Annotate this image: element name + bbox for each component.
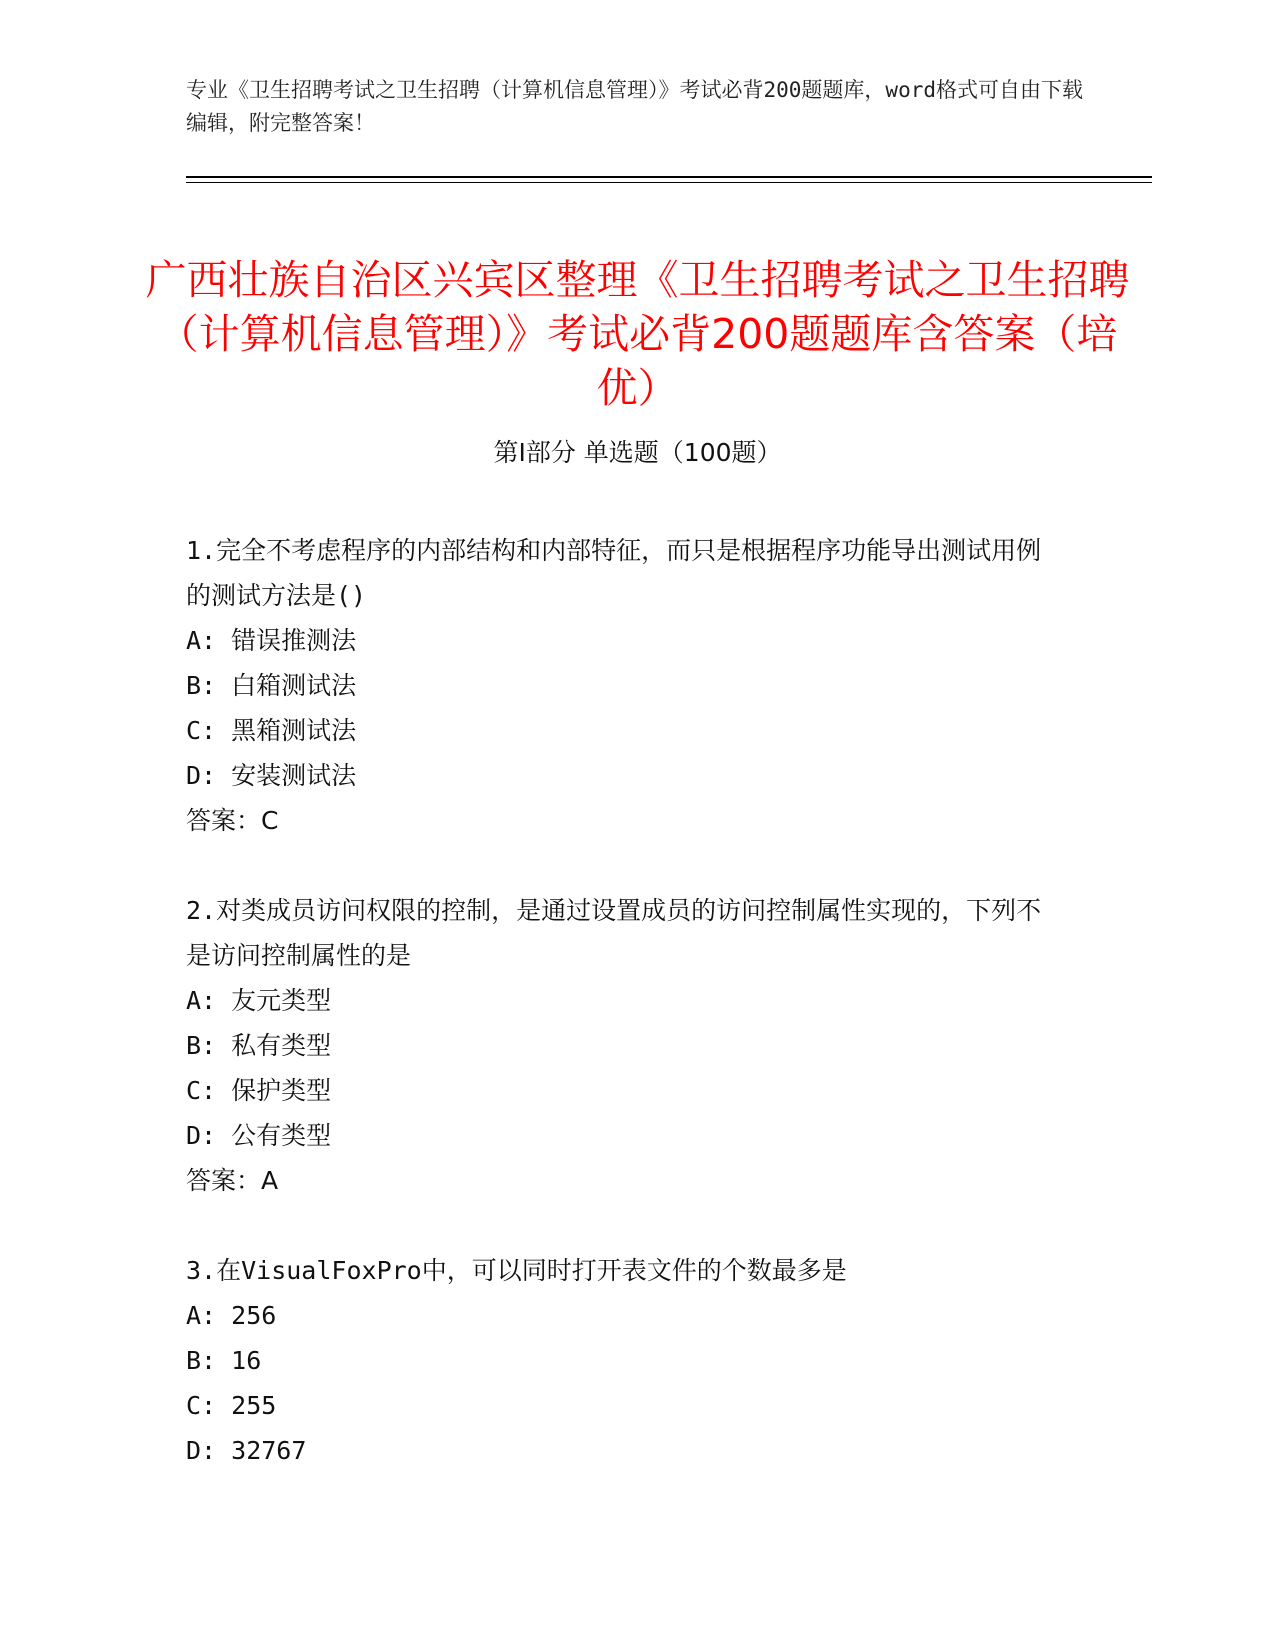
question-1 xyxy=(186,528,1066,843)
option-b: B: 白箱测试法 xyxy=(186,671,357,700)
option-c: C: 255 xyxy=(186,1391,277,1420)
question-text: 2.对类成员访问权限的控制，是通过设置成员的访问控制属性实现的，下列不是访问控制属性的是 xyxy=(186,896,1042,970)
option-a: A: 友元类型 xyxy=(186,986,332,1015)
answer: 答案：C xyxy=(186,806,279,835)
answer: 答案：A xyxy=(186,1166,279,1195)
document-title: 广西壮族自治区兴宾区整理《卫生招聘考试之卫生招聘（计算机信息管理）》考试必背200题题库含答案（培优） xyxy=(145,256,1130,413)
header-divider-thin xyxy=(186,182,1152,183)
option-b: B: 私有类型 xyxy=(186,1031,332,1060)
option-a: A: 256 xyxy=(186,1301,277,1330)
option-d: D: 安装测试法 xyxy=(186,761,357,790)
option-d: D: 公有类型 xyxy=(186,1121,332,1150)
question-3 xyxy=(186,1248,1066,1473)
option-a: A: 错误推测法 xyxy=(186,626,357,655)
option-d: D: 32767 xyxy=(186,1436,307,1465)
question-text: 1.完全不考虑程序的内部结构和内部特征，而只是根据程序功能导出测试用例的测试方法是() xyxy=(186,536,1042,610)
option-c: C: 保护类型 xyxy=(186,1076,332,1105)
question-2 xyxy=(186,888,1066,1203)
header-note: 专业《卫生招聘考试之卫生招聘（计算机信息管理）》考试必背200题题库，word格式可自由下载编辑，附完整答案！ xyxy=(186,78,1083,135)
option-b: B: 16 xyxy=(186,1346,262,1375)
option-c: C: 黑箱测试法 xyxy=(186,716,357,745)
section-title: 第Ⅰ部分 单选题（100题） xyxy=(493,438,782,467)
question-list xyxy=(186,528,1066,1518)
question-text: 3.在VisualFoxPro中，可以同时打开表文件的个数最多是 xyxy=(186,1256,847,1285)
header-divider-thick xyxy=(186,176,1152,178)
